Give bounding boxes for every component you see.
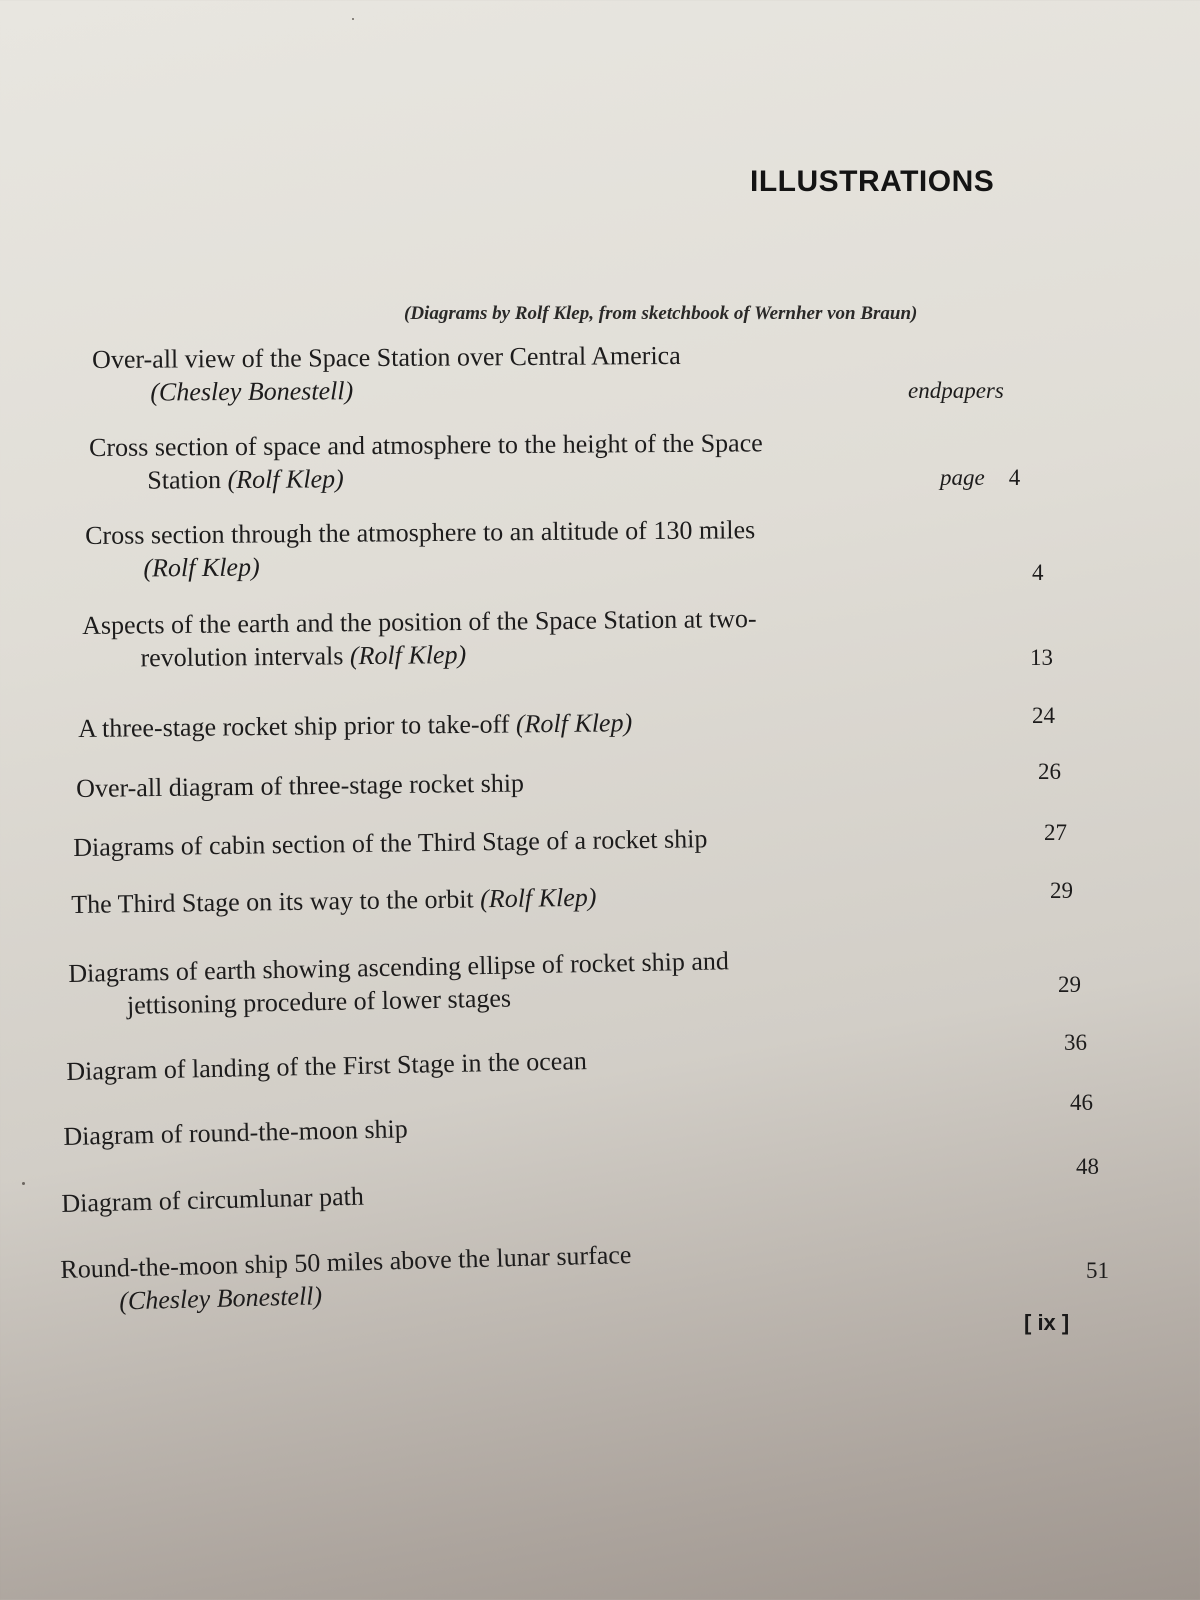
entry-title: Round-the-moon ship 50 miles above the lunar surface: [60, 1240, 632, 1284]
entry-page-number: page 4: [940, 465, 1021, 490]
entry-credit: (Chesley Bonestell): [150, 376, 354, 407]
entry-credit: (Rolf Klep): [143, 552, 260, 583]
entry-title: Diagrams of earth showing ascending ellipse of rocket ship and: [68, 946, 730, 988]
entry-title: Aspects of the earth and the position of the Space Station at two-: [82, 603, 757, 640]
illustration-entry: [78, 700, 1198, 745]
entry-title: Over-all view of the Space Station over Central America: [92, 340, 681, 374]
entry-page-number: 13: [1030, 645, 1053, 670]
illustration-entry: [92, 335, 1200, 409]
page-label: page: [940, 465, 985, 490]
entry-title: A three-stage rocket ship prior to take-off (Rolf Klep): [78, 708, 633, 743]
entry-credit: (Rolf Klep): [227, 464, 344, 495]
illustration-entry: [60, 1224, 1181, 1319]
entry-title: Diagram of round-the-moon ship: [63, 1114, 409, 1151]
entry-title-continued: revolution intervals (Rolf Klep): [140, 639, 467, 673]
entry-title: Over-all diagram of three-stage rocket ship: [76, 768, 525, 803]
illustration-entry: [68, 935, 1189, 1022]
entry-credit: (Rolf Klep): [349, 639, 467, 671]
illustration-credit-note: (Diagrams by Rolf Klep, from sketchbook of Wernher von Braun): [404, 303, 918, 324]
entry-title: Diagram of circumlunar path: [61, 1181, 365, 1218]
illustration-entry: [63, 1095, 1183, 1153]
illustration-entry: [89, 423, 1200, 497]
entry-title: Cross section through the atmosphere to an altitude of 130 miles: [85, 515, 756, 550]
entry-page-number: 29: [1050, 878, 1073, 903]
entry-title: The Third Stage on its way to the orbit (Rolf Klep): [71, 882, 597, 919]
illustration-entry: [66, 1032, 1186, 1088]
illustration-entry: [71, 872, 1191, 921]
entry-title: Diagram of landing of the First Stage in the ocean: [66, 1046, 588, 1086]
entry-credit: (Chesley Bonestell): [118, 1281, 323, 1316]
entry-title-continued: jettisoning procedure of lower stages: [126, 983, 512, 1020]
entry-page-number: endpapers: [908, 378, 1004, 403]
entry-page-number: 46: [1070, 1090, 1093, 1115]
entry-page-number: 36: [1064, 1030, 1087, 1055]
page-heading: ILLUSTRATIONS: [750, 165, 995, 198]
illustration-entry: [73, 815, 1193, 864]
entry-page-number: 29: [1058, 972, 1081, 997]
entry-page-number: 27: [1044, 820, 1067, 845]
entry-credit: (Rolf Klep): [515, 708, 633, 739]
illustration-entry: [76, 758, 1196, 805]
entry-page-number: 26: [1038, 759, 1061, 784]
entry-title-continued: [92, 368, 1200, 409]
paper-speck: [352, 18, 354, 20]
entry-title-continued: Station (Rolf Klep): [147, 464, 344, 495]
entry-page-number: 48: [1076, 1154, 1099, 1179]
entry-page-number: 4: [1032, 560, 1044, 585]
entry-title: Diagrams of cabin section of the Third Stage of a rocket ship: [73, 824, 708, 862]
illustration-entry: [61, 1160, 1181, 1220]
entry-title: Cross section of space and atmosphere to the height of the Space: [89, 428, 763, 462]
entry-page-number: 51: [1086, 1258, 1109, 1283]
entry-page-number: 24: [1032, 703, 1055, 728]
page-folio: [ ix ]: [1024, 1310, 1070, 1335]
entry-credit: (Rolf Klep): [479, 882, 597, 914]
paper-speck: [22, 1182, 25, 1185]
